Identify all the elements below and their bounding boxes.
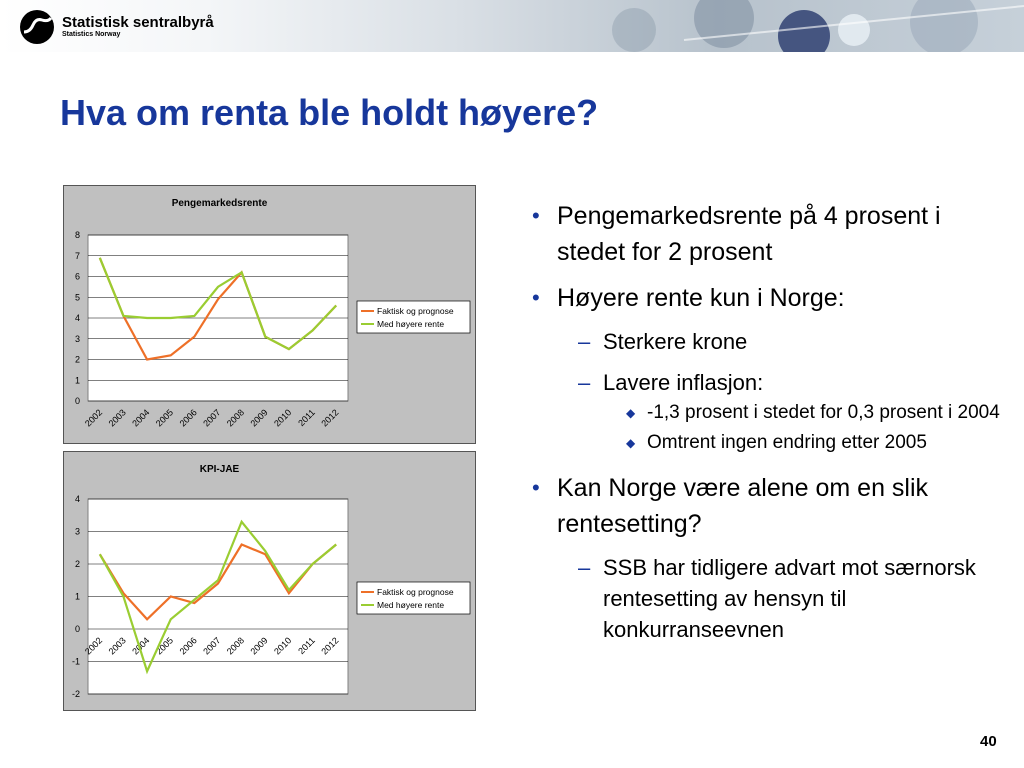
bullet-dot-icon: • (532, 475, 540, 500)
y-tick-label: 0 (74, 396, 80, 406)
bullet-item (530, 470, 1010, 542)
x-tick-label: 2009 (248, 635, 270, 657)
y-tick-label: 2 (74, 354, 80, 365)
y-tick-label: 7 (74, 250, 80, 261)
legend-label: Med høyere rente (377, 600, 445, 610)
sub-sub-bullet-text: -1,3 prosent i stedet for 0,3 prosent i 2004 (647, 402, 1000, 423)
logo (20, 10, 54, 44)
x-tick-label: 2004 (130, 407, 152, 429)
x-tick-label: 2002 (82, 635, 105, 657)
y-tick-label: 1 (74, 375, 80, 386)
y-tick-label: 1 (74, 591, 80, 602)
legend-label: Faktisk og prognose (377, 306, 454, 316)
x-tick-label: 2010 (272, 635, 294, 657)
x-tick-label: 2003 (106, 635, 128, 657)
x-tick-label: 2005 (153, 635, 176, 657)
x-tick-label: 2006 (177, 407, 199, 429)
chart-kpi-jae (63, 451, 476, 711)
y-tick-label: -1 (71, 656, 80, 667)
page-number: 40 (980, 733, 997, 750)
y-tick-label: 4 (74, 313, 80, 323)
y-tick-label: 5 (74, 292, 80, 303)
x-tick-label: 2005 (153, 407, 176, 429)
chart-pengemarkedsrente-svg (64, 186, 475, 443)
y-tick-label: 2 (74, 559, 80, 569)
bullet-item (530, 280, 1010, 316)
banner-decoration (384, 0, 1024, 52)
y-tick-label: 3 (74, 333, 80, 344)
sub-sub-bullet-item (530, 398, 1010, 428)
sub-sub-bullet-item (530, 428, 1010, 458)
logo-mark-icon (20, 10, 54, 44)
sub-bullet-item (530, 552, 1010, 645)
x-tick-label: 2008 (224, 635, 247, 657)
bullet-dot-icon: • (532, 203, 540, 228)
bullet-text: Høyere rente kun i Norge: (557, 284, 845, 312)
chart-title: Pengemarkedsrente (171, 198, 268, 209)
x-tick-label: 2009 (248, 407, 270, 429)
sub-bullet-text: Lavere inflasjon: (603, 370, 764, 395)
x-tick-label: 2012 (319, 407, 341, 429)
x-tick-label: 2007 (201, 635, 223, 657)
y-tick-label: -2 (71, 689, 80, 699)
org-subtitle: Statistics Norway (62, 31, 121, 38)
diamond-icon: ◆ (626, 406, 636, 420)
dash-icon: – (578, 329, 591, 354)
x-tick-label: 2011 (296, 635, 317, 657)
bullet-list (530, 198, 1010, 645)
dash-icon: – (578, 555, 591, 580)
bullet-text: Pengemarkedsrente på 4 prosent i stedet for 2 prosent (557, 202, 941, 266)
x-tick-label: 2003 (106, 407, 128, 429)
bullet-text: Kan Norge være alene om en slik rentesetting? (557, 474, 929, 538)
sub-bullet-text: SSB har tidligere advart mot særnorsk rentesetting av hensyn til konkurranseevnen (603, 555, 976, 642)
legend-label: Med høyere rente (377, 319, 445, 329)
x-tick-label: 2007 (201, 407, 223, 429)
chart-pengemarkedsrente (63, 185, 476, 444)
x-tick-label: 2008 (224, 407, 247, 429)
y-tick-label: 4 (74, 494, 80, 504)
sub-sub-bullet-text: Omtrent ingen endring etter 2005 (647, 432, 927, 453)
x-tick-label: 2012 (319, 635, 341, 657)
org-name: Statistisk sentralbyrå (62, 14, 214, 31)
x-tick-label: 2006 (177, 635, 199, 657)
x-tick-label: 2011 (296, 407, 317, 429)
legend-label: Faktisk og prognose (377, 587, 454, 597)
sub-bullet-text: Sterkere krone (603, 329, 748, 354)
x-tick-label: 2010 (272, 407, 294, 429)
x-tick-label: 2002 (82, 407, 105, 429)
y-tick-label: 3 (74, 526, 80, 537)
sub-bullet-item (530, 326, 1010, 357)
slide-title: Hva om renta ble holdt høyere? (60, 92, 599, 133)
y-tick-label: 0 (74, 624, 80, 634)
bullet-item (530, 198, 1010, 270)
y-tick-label: 8 (74, 230, 80, 240)
diamond-icon: ◆ (626, 436, 636, 450)
chart-kpi-jae-svg (64, 452, 475, 710)
bullet-dot-icon: • (532, 285, 540, 310)
x-tick-label: 2004 (130, 635, 152, 657)
y-tick-label: 6 (74, 271, 80, 282)
header-banner (0, 0, 1024, 52)
dash-icon: – (578, 370, 591, 395)
sub-bullet-item (530, 367, 1010, 398)
chart-title: KPI-JAE (199, 464, 240, 475)
